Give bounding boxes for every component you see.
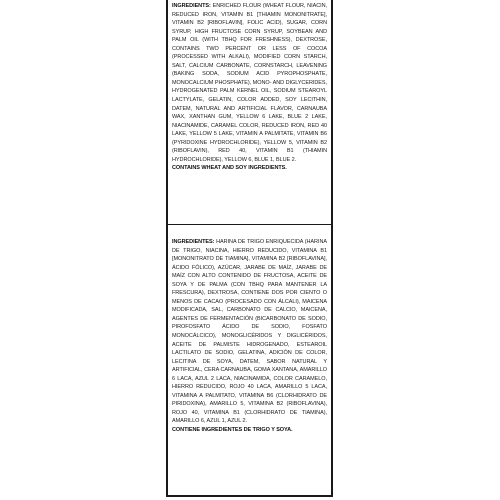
english-ingredients-panel [168,2,331,173]
english-ingredients-heading: INGREDIENTS: [172,3,211,9]
english-allergen-statement: CONTAINS WHEAT AND SOY INGREDIENTS. [172,165,287,172]
english-ingredients-text [172,2,327,164]
language-divider [168,224,331,225]
spanish-ingredients-panel [168,238,331,435]
spanish-ingredients-list: HARINA DE TRIGO ENRIQUECIDA (HARINA DE TRIGO, NIACINA, HIERRO REDUCIDO, VITAMINA B1 [MONONITRATO DE TIAMINA], VITAMINA B2 [RIBOFLAVINA], ÁCIDO FÓLICO), AZÚCAR, JARABE DE MAÍZ, JARABE DE MAÍZ CON ALTO CONTENIDO DE FRUCTOSA, ACEITE DE SOYA Y DE PALMA (CON TBHQ PARA MANTENER LA FRESCURA), DEXTROSA, CONTIENE DOS POR CIENTO O MENOS DE CACAO (PROCESADO CON ÁLCALI), MAICENA MODIFICADA, SAL, CARBONATO DE CALCIO, MAICENA, AGENTES DE FERMENTACIÓN (BICARBONATO DE SODIO, PIROFOSFATO ÁCIDO DE SODIO, FOSFATO MONOCÁLCICO), MONOGLICÉRIDOS Y DIGLICÉRIDOS, ACEITE DE PALMISTE HIDROGENADO, ESTEAROIL LACTILATO DE SODIO, GELATINA, ADICIÓN DE COLOR, LECITINA DE SOYA, DATEM, SABOR NATURAL Y ARTIFICIAL, CERA CARNAUBA, GOMA XANTANA, AMARILLO 6 LACA, AZUL 2 LACA, NIACINAMIDA, COLOR CARAMELO, HIERRO REDUCIDO, ROJO 40 LACA, AMARILLO 5 LACA, VITAMINA A PALMITATO, VITAMINA B6 (CLORHIDRATO DE PIRIDOXINA), AMARILLO 5, VITAMINA B2 (RIBOFLAVINA), ROJO 40, VITAMINA B1 (CLORHIDRATO DE TIAMINA), AMARILLO 6, AZUL 1, AZUL 2. [172,239,327,425]
ingredient-label [166,0,333,497]
english-ingredients-list: ENRICHED FLOUR (WHEAT FLOUR, NIACIN, REDUCED IRON, VITAMIN B1 [THIAMIN MONONITRATE], VITAMIN B2 [RIBOFLAVIN], FOLIC ACID), SUGAR, CORN SYRUP, HIGH FRUCTOSE CORN SYRUP, SOYBEAN AND PALM OIL (WITH TBHQ FOR FRESHNESS), DEXTROSE, CONTAINS TWO PERCENT OR LESS OF COCOA (PROCESSED WITH ALKALI), MODIFIED CORN STARCH, SALT, CALCIUM CARBONATE, CORNSTARCH, LEAVENING (BAKING SODA, SODIUM ACID PYROPHOSPHATE, MONOCALCIUM PHOSPHATE), MONO- AND DIGLYCERIDES, HYDROGENATED PALM KERNEL OIL, SODIUM STEAROYL LACTYLATE, GELATIN, COLOR ADDED, SOY LECITHIN, DATEM, NATURAL AND ARTIFICIAL FLAVOR, CARNAUBA WAX, XANTHAN GUM, YELLOW 6 LAKE, BLUE 2 LAKE, NIACINAMIDE, CARAMEL COLOR, REDUCED IRON, RED 40 LAKE, YELLOW 5 LAKE, VITAMIN A PALMITATE, VITAMIN B6 (PYRIDOXINE HYDROCHLORIDE), YELLOW 5, VITAMIN B2 (RIBOFLAVIN), RED 40, VITAMIN B1 (THIAMIN HYDROCHLORIDE), YELLOW 6, BLUE 1, BLUE 2. [172,3,327,163]
spanish-ingredients-heading: INGREDIENTES: [172,239,215,245]
spanish-allergen-statement: CONTIENE INGREDIENTES DE TRIGO Y SOYA. [172,427,293,434]
spanish-ingredients-text [172,238,327,426]
